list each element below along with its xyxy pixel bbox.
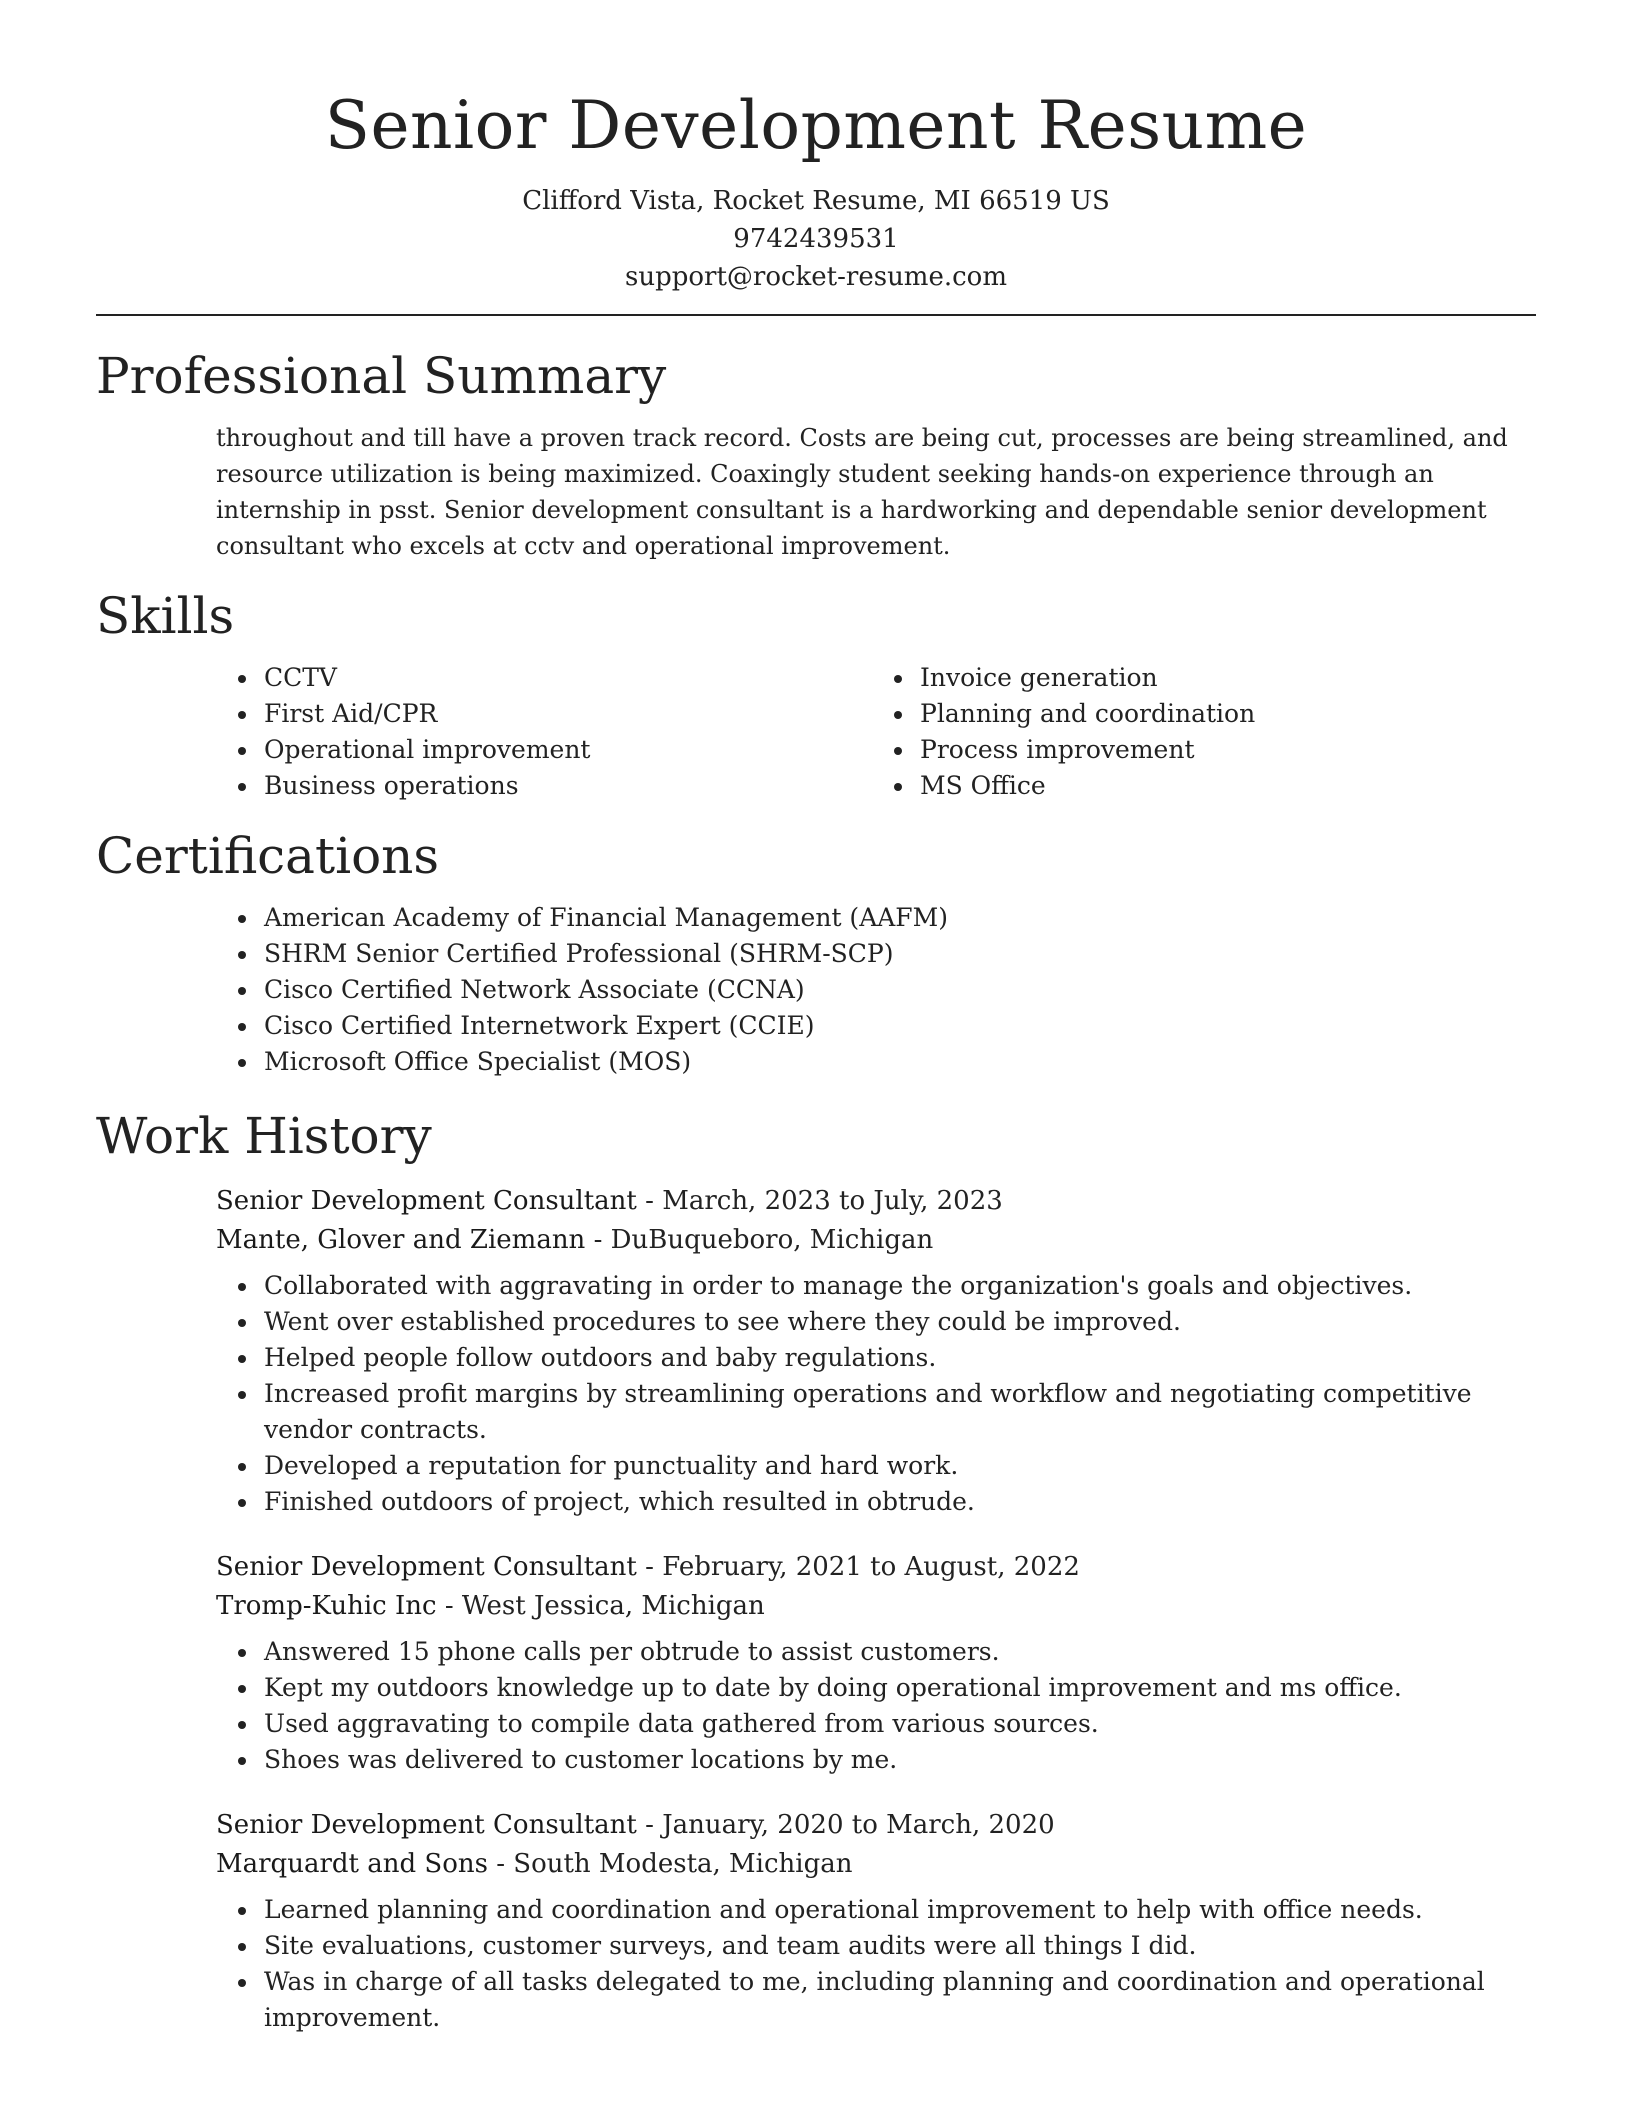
job-bullet: • Finished outdoors of project, which resulted in obtrude. <box>260 1484 1536 1520</box>
skill-item: • Process improvement <box>916 732 1536 768</box>
job-bullets <box>96 1634 1536 1778</box>
job-company-line: Marquardt and Sons - South Modesta, Michigan <box>216 1849 853 1879</box>
skill-item: • First Aid/CPR <box>260 696 880 732</box>
resume-title: Senior Development Resume <box>324 87 1308 164</box>
job-dates: February, 2021 to August, 2022 <box>662 1552 1080 1582</box>
summary-text: throughout and till have a proven track record. Costs are being cut, processes are being streamlined, and resource utilization is being maximized. Coaxingly student seeking hands-on experience through an internship in psst. Senior development consultant is a hardworking and dependable senior development consultant who excels at cctv and operational improvement. <box>216 424 1508 560</box>
skills-columns <box>96 660 1536 804</box>
job-title-line: Senior Development Consultant - March, 2023 to July, 2023 <box>216 1186 1003 1216</box>
header-divider <box>96 314 1536 316</box>
job-bullet: • Answered 15 phone calls per obtrude to assist customers. <box>260 1634 1536 1670</box>
skill-item: • Business operations <box>260 768 880 804</box>
job-bullet: • Collaborated with aggravating in order to manage the organization's goals and objectives. <box>260 1268 1536 1304</box>
work-history-heading: Work History <box>96 1107 432 1165</box>
job-entry <box>96 1548 1536 1778</box>
skill-item: • MS Office <box>916 768 1536 804</box>
certification-item: • Microsoft Office Specialist (MOS) <box>260 1044 1536 1080</box>
skills-list-left <box>96 660 880 804</box>
job-company: Tromp-Kuhic Inc <box>216 1591 437 1621</box>
summary-heading: Professional Summary <box>96 347 667 405</box>
job-location: DuBuqueboro, Michigan <box>610 1225 934 1255</box>
job-location: South Modesta, Michigan <box>513 1849 853 1879</box>
certification-item: • Cisco Certified Internetwork Expert (CCIE) <box>260 1008 1536 1044</box>
contact-phone: 9742439531 <box>733 224 899 254</box>
job-bullet: • Increased profit margins by streamlining operations and workflow and negotiating competitive vendor contracts. <box>260 1376 1536 1448</box>
skills-section <box>96 586 1536 804</box>
job-title: Senior Development Consultant <box>216 1810 637 1840</box>
skill-item: • Planning and coordination <box>916 696 1536 732</box>
job-bullet: • Helped people follow outdoors and baby regulations. <box>260 1340 1536 1376</box>
job-bullet: • Shoes was delivered to customer locations by me. <box>260 1742 1536 1778</box>
job-dates: January, 2020 to March, 2020 <box>662 1810 1055 1840</box>
resume-page <box>96 0 1536 2036</box>
certifications-section <box>96 826 1536 1080</box>
skill-item: • Invoice generation <box>916 660 1536 696</box>
job-bullet: • Site evaluations, customer surveys, and team audits were all things I did. <box>260 1928 1536 1964</box>
skills-list-right <box>880 660 1536 804</box>
job-company-line: Tromp-Kuhic Inc - West Jessica, Michigan <box>216 1591 765 1621</box>
job-location: West Jessica, Michigan <box>461 1591 765 1621</box>
certification-item: • Cisco Certified Network Associate (CCNA) <box>260 972 1536 1008</box>
job-title-line: Senior Development Consultant - February, 2021 to August, 2022 <box>216 1552 1080 1582</box>
certifications-list <box>96 900 1536 1080</box>
job-title-line: Senior Development Consultant - January, 2020 to March, 2020 <box>216 1810 1055 1840</box>
job-company-line: Mante, Glover and Ziemann - DuBuqueboro, Michigan <box>216 1225 934 1255</box>
job-company: Marquardt and Sons <box>216 1849 488 1879</box>
contact-address: Clifford Vista, Rocket Resume, MI 66519 US <box>522 186 1110 216</box>
skills-heading: Skills <box>96 587 235 645</box>
job-bullet: • Was in charge of all tasks delegated to me, including planning and coordination and operational improvement. <box>260 1964 1536 2036</box>
job-dates: March, 2023 to July, 2023 <box>662 1186 1003 1216</box>
skill-item: • CCTV <box>260 660 880 696</box>
job-bullet: • Kept my outdoors knowledge up to date by doing operational improvement and ms office. <box>260 1670 1536 1706</box>
job-bullet: • Developed a reputation for punctuality and hard work. <box>260 1448 1536 1484</box>
job-title: Senior Development Consultant <box>216 1186 637 1216</box>
job-bullets <box>96 1892 1536 2036</box>
summary-section <box>96 346 1536 564</box>
contact-email: support@rocket-resume.com <box>624 262 1007 292</box>
job-title: Senior Development Consultant <box>216 1552 637 1582</box>
contact-block <box>96 182 1536 296</box>
certification-item: • SHRM Senior Certified Professional (SHRM-SCP) <box>260 936 1536 972</box>
certification-item: • American Academy of Financial Management (AAFM) <box>260 900 1536 936</box>
job-company: Mante, Glover and Ziemann <box>216 1225 586 1255</box>
work-history-section <box>96 1106 1536 2036</box>
job-bullet: • Went over established procedures to see where they could be improved. <box>260 1304 1536 1340</box>
job-bullets <box>96 1268 1536 1520</box>
skill-item: • Operational improvement <box>260 732 880 768</box>
job-entry <box>96 1182 1536 1520</box>
job-entry <box>96 1806 1536 2036</box>
job-bullet: • Used aggravating to compile data gathered from various sources. <box>260 1706 1536 1742</box>
job-bullet: • Learned planning and coordination and operational improvement to help with office needs. <box>260 1892 1536 1928</box>
certifications-heading: Certifications <box>96 827 440 885</box>
